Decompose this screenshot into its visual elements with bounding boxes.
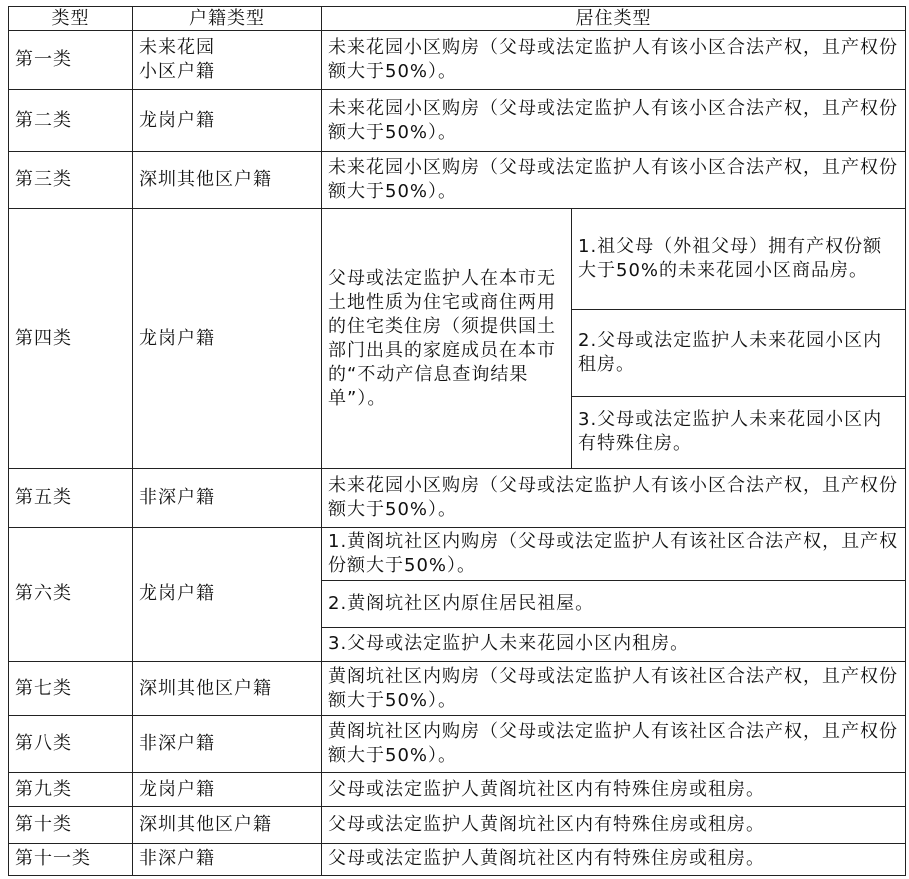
table-row [9,469,906,528]
residence-option: 2.黄阁坑社区内原住居民祖屋。 [322,581,906,627]
category-cell: 第六类 [9,527,133,661]
header-residence: 居住类型 [322,7,906,31]
household-cell: 龙岗户籍 [133,772,322,806]
table-row [9,772,906,806]
residence-cell: 未来花园小区购房（父母或法定监护人有该小区合法产权，且产权份额大于50%）。 [322,31,906,90]
category-cell: 第十一类 [9,843,133,875]
residence-option: 1.黄阁坑社区内购房（父母或法定监护人有该社区合法产权，且产权份额大于50%）。 [322,527,906,580]
table-row [9,527,906,580]
residence-option: 2.父母或法定监护人未来花园小区内租房。 [572,309,906,396]
household-cell: 深圳其他区户籍 [133,661,322,716]
residence-cell: 父母或法定监护人黄阁坑社区内有特殊住房或租房。 [322,807,906,843]
table-row [9,716,906,773]
residence-cell: 父母或法定监护人黄阁坑社区内有特殊住房或租房。 [322,843,906,875]
table-row [9,89,906,152]
enrollment-category-table [8,6,906,876]
household-cell: 深圳其他区户籍 [133,807,322,843]
table-row [9,152,906,209]
category-cell: 第十类 [9,807,133,843]
category-cell: 第七类 [9,661,133,716]
category-cell: 第四类 [9,208,133,468]
category-cell: 第二类 [9,89,133,152]
household-cell: 非深户籍 [133,469,322,528]
category-cell: 第一类 [9,31,133,90]
residence-option: 3.父母或法定监护人未来花园小区内租房。 [322,627,906,661]
household-cell: 龙岗户籍 [133,89,322,152]
table-row [9,843,906,875]
header-household: 户籍类型 [133,7,322,31]
household-cell: 龙岗户籍 [133,208,322,468]
table-row [9,208,906,309]
category-cell: 第三类 [9,152,133,209]
residence-option: 1.祖父母（外祖父母）拥有产权份额大于50%的未来花园小区商品房。 [572,208,906,309]
household-cell: 非深户籍 [133,716,322,773]
residence-cell: 未来花园小区购房（父母或法定监护人有该小区合法产权，且产权份额大于50%）。 [322,469,906,528]
residence-cell: 黄阁坑社区内购房（父母或法定监护人有该社区合法产权，且产权份额大于50%）。 [322,716,906,773]
category-cell: 第五类 [9,469,133,528]
table-row [9,807,906,843]
household-cell: 未来花园 小区户籍 [133,31,322,90]
table-row [9,661,906,716]
header-row [9,7,906,31]
category-cell: 第八类 [9,716,133,773]
condition-cell: 父母或法定监护人在本市无土地性质为住宅或商住两用的住宅类住房（须提供国土部门出具的家庭成员在本市的“不动产信息查询结果单”）。 [322,208,572,468]
household-cell: 深圳其他区户籍 [133,152,322,209]
category-cell: 第九类 [9,772,133,806]
table-row [9,31,906,90]
residence-cell: 父母或法定监护人黄阁坑社区内有特殊住房或租房。 [322,772,906,806]
residence-cell: 未来花园小区购房（父母或法定监护人有该小区合法产权，且产权份额大于50%）。 [322,152,906,209]
residence-cell: 黄阁坑社区内购房（父母或法定监护人有该社区合法产权，且产权份额大于50%）。 [322,661,906,716]
household-cell: 龙岗户籍 [133,527,322,661]
household-cell: 非深户籍 [133,843,322,875]
residence-option: 3.父母或法定监护人未来花园小区内有特殊住房。 [572,396,906,469]
header-category: 类型 [9,7,133,31]
residence-cell: 未来花园小区购房（父母或法定监护人有该小区合法产权，且产权份额大于50%）。 [322,89,906,152]
